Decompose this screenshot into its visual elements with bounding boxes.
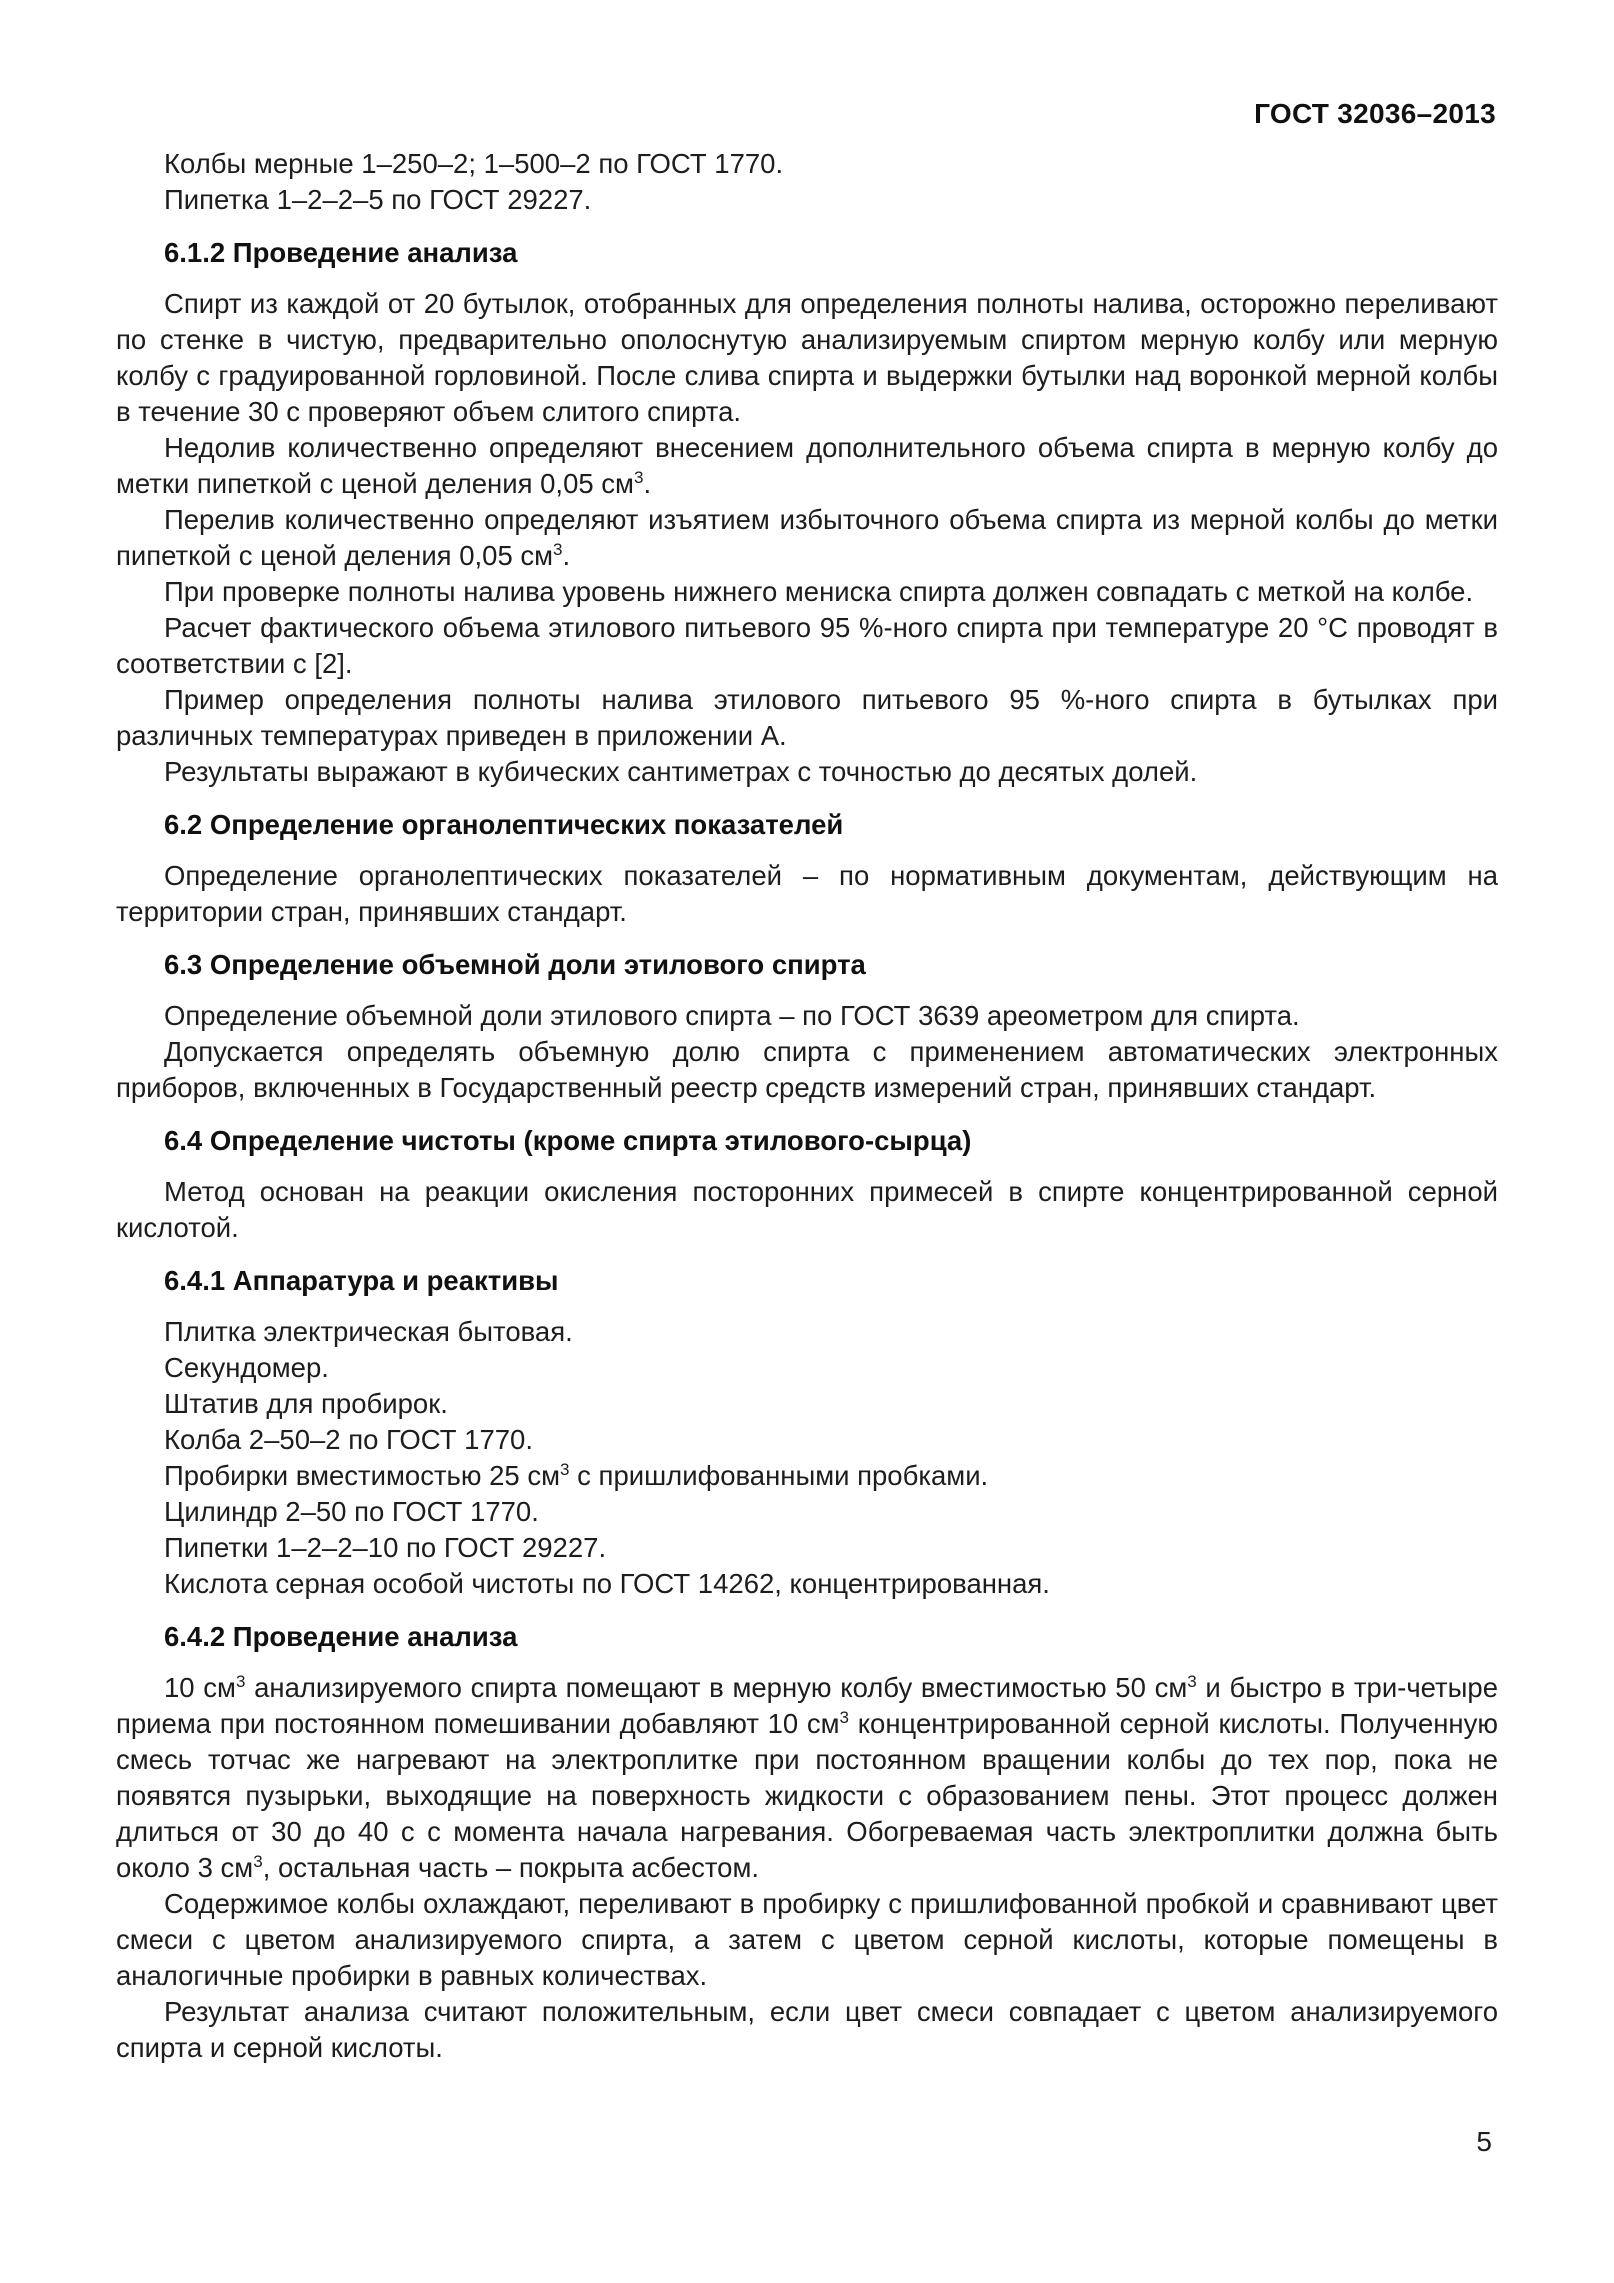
paragraph: Перелив количественно определяют изъятием избыточного объема спирта из мерной колбы до метки пипеткой с ценой деления 0,05 $см^3$.: [116, 504, 1498, 571]
paragraph: Содержимое колбы охлаждают, переливают в пробирку с пришлифованной пробкой и сравнивают цвет смеси с цветом анализируемого спирта, а затем с цветом серной кислоты, которые помещены в аналогичные пробирки в равных количествах.: [116, 1888, 1498, 1991]
paragraph: Допускается определять объемную долю спирта с применением автоматических электронных приборов, включенных в Государственный реестр средств измерений стран, принявших стандарт.: [116, 1036, 1498, 1103]
paragraph: Колба 2–50–2 по ГОСТ 1770.: [164, 1424, 533, 1455]
section-heading: 6.4.2 Проведение анализа: [164, 1621, 518, 1652]
superscript: 3: [235, 1671, 246, 1691]
paragraph: Расчет фактического объема этилового питьевого 95 %-ного спирта при температуре 20 °С проводят в соответствии с [2].: [116, 612, 1498, 679]
section-heading: 6.4.1 Аппаратура и реактивы: [164, 1265, 559, 1296]
superscript: 3: [839, 1707, 850, 1727]
paragraph: Метод основан на реакции окисления посторонних примесей в спирте концентрированной серной кислотой.: [116, 1176, 1498, 1243]
paragraph: Спирт из каждой от 20 бутылок, отобранных для определения полноты налива, осторожно переливают по стенке в чистую, предварительно ополоснутую анализируемым спиртом мерную колбу или мерную колбу с градуированной горловиной. После слива спирта и выдержки бутылки над воронкой мерной колбы в течение 30 с проверяют объем слитого спирта.: [116, 288, 1498, 427]
paragraph: Пробирки вместимостью 25 $см^3$ с пришлифованными пробками.: [164, 1459, 989, 1491]
superscript: 3: [633, 467, 644, 487]
section-heading: 6.2 Определение органолептических показателей: [164, 809, 844, 840]
document-body: [116, 146, 1498, 2066]
superscript: 3: [253, 1851, 263, 1871]
paragraph: Результаты выражают в кубических сантиметрах с точностью до десятых долей.: [164, 756, 1198, 787]
section-heading: 6.4 Определение чистоты (кроме спирта этилового-сырца): [164, 1125, 972, 1156]
superscript: 3: [560, 1459, 570, 1479]
superscript: 3: [553, 539, 563, 559]
section-heading: 6.1.2 Проведение анализа: [164, 237, 518, 268]
paragraph: При проверке полноты налива уровень нижнего мениска спирта должен совпадать с меткой на колбе.: [164, 576, 1474, 607]
paragraph: Пипетки 1–2–2–10 по ГОСТ 29227.: [164, 1532, 607, 1563]
paragraph: Определение органолептических показателей – по нормативным документам, действующим на территории стран, принявших стандарт.: [116, 860, 1498, 927]
section-heading: 6.3 Определение объемной доли этилового спирта: [164, 949, 866, 980]
document-code: ГОСТ 32036–2013: [1254, 98, 1496, 129]
paragraph: 10 $см^3$ анализируемого спирта помещают в мерную колбу вместимостью 50 $см^3$ и быстро в три-четыре приема при постоянном помешивании добавляют 10 $см^3$ концентрированной серной кислоты. Полученную смесь тотчас же нагревают на электроплитке при постоянном вращении колбы до тех пор, пока не появятся пузырьки, выходящие на поверхность жидкости с образованием пены. Этот процесс должен длиться от 30 до 40 с с момента начала нагревания. Обогреваемая часть электроплитки должна быть около 3 $см^3$, остальная часть – покрыта асбестом.: [116, 1671, 1498, 1883]
paragraph: Результат анализа считают положительным, если цвет смеси совпадает с цветом анализируемого спирта и серной кислоты.: [116, 1996, 1498, 2063]
paragraph: Секундомер.: [164, 1352, 329, 1383]
paragraph: Плитка электрическая бытовая.: [164, 1316, 573, 1347]
paragraph: Штатив для пробирок.: [164, 1388, 448, 1419]
paragraph: Недолив количественно определяют внесением дополнительного объема спирта в мерную колбу до метки пипеткой с ценой деления 0,05 $см^3$.: [116, 432, 1498, 499]
paragraph: Пипетка 1–2–2–5 по ГОСТ 29227.: [164, 184, 592, 215]
paragraph: Колбы мерные 1–250–2; 1–500–2 по ГОСТ 1770.: [164, 148, 784, 179]
paragraph: Цилиндр 2–50 по ГОСТ 1770.: [164, 1496, 539, 1527]
paragraph: Кислота серная особой чистоты по ГОСТ 14262, концентрированная.: [164, 1568, 1050, 1599]
page-number: 5: [1476, 2126, 1492, 2157]
paragraph: Пример определения полноты налива этилового питьевого 95 %-ного спирта в бутылках при различных температурах приведен в приложении А.: [116, 684, 1498, 751]
superscript: 3: [1187, 1671, 1197, 1691]
paragraph: Определение объемной доли этилового спирта – по ГОСТ 3639 ареометром для спирта.: [164, 1000, 1300, 1031]
